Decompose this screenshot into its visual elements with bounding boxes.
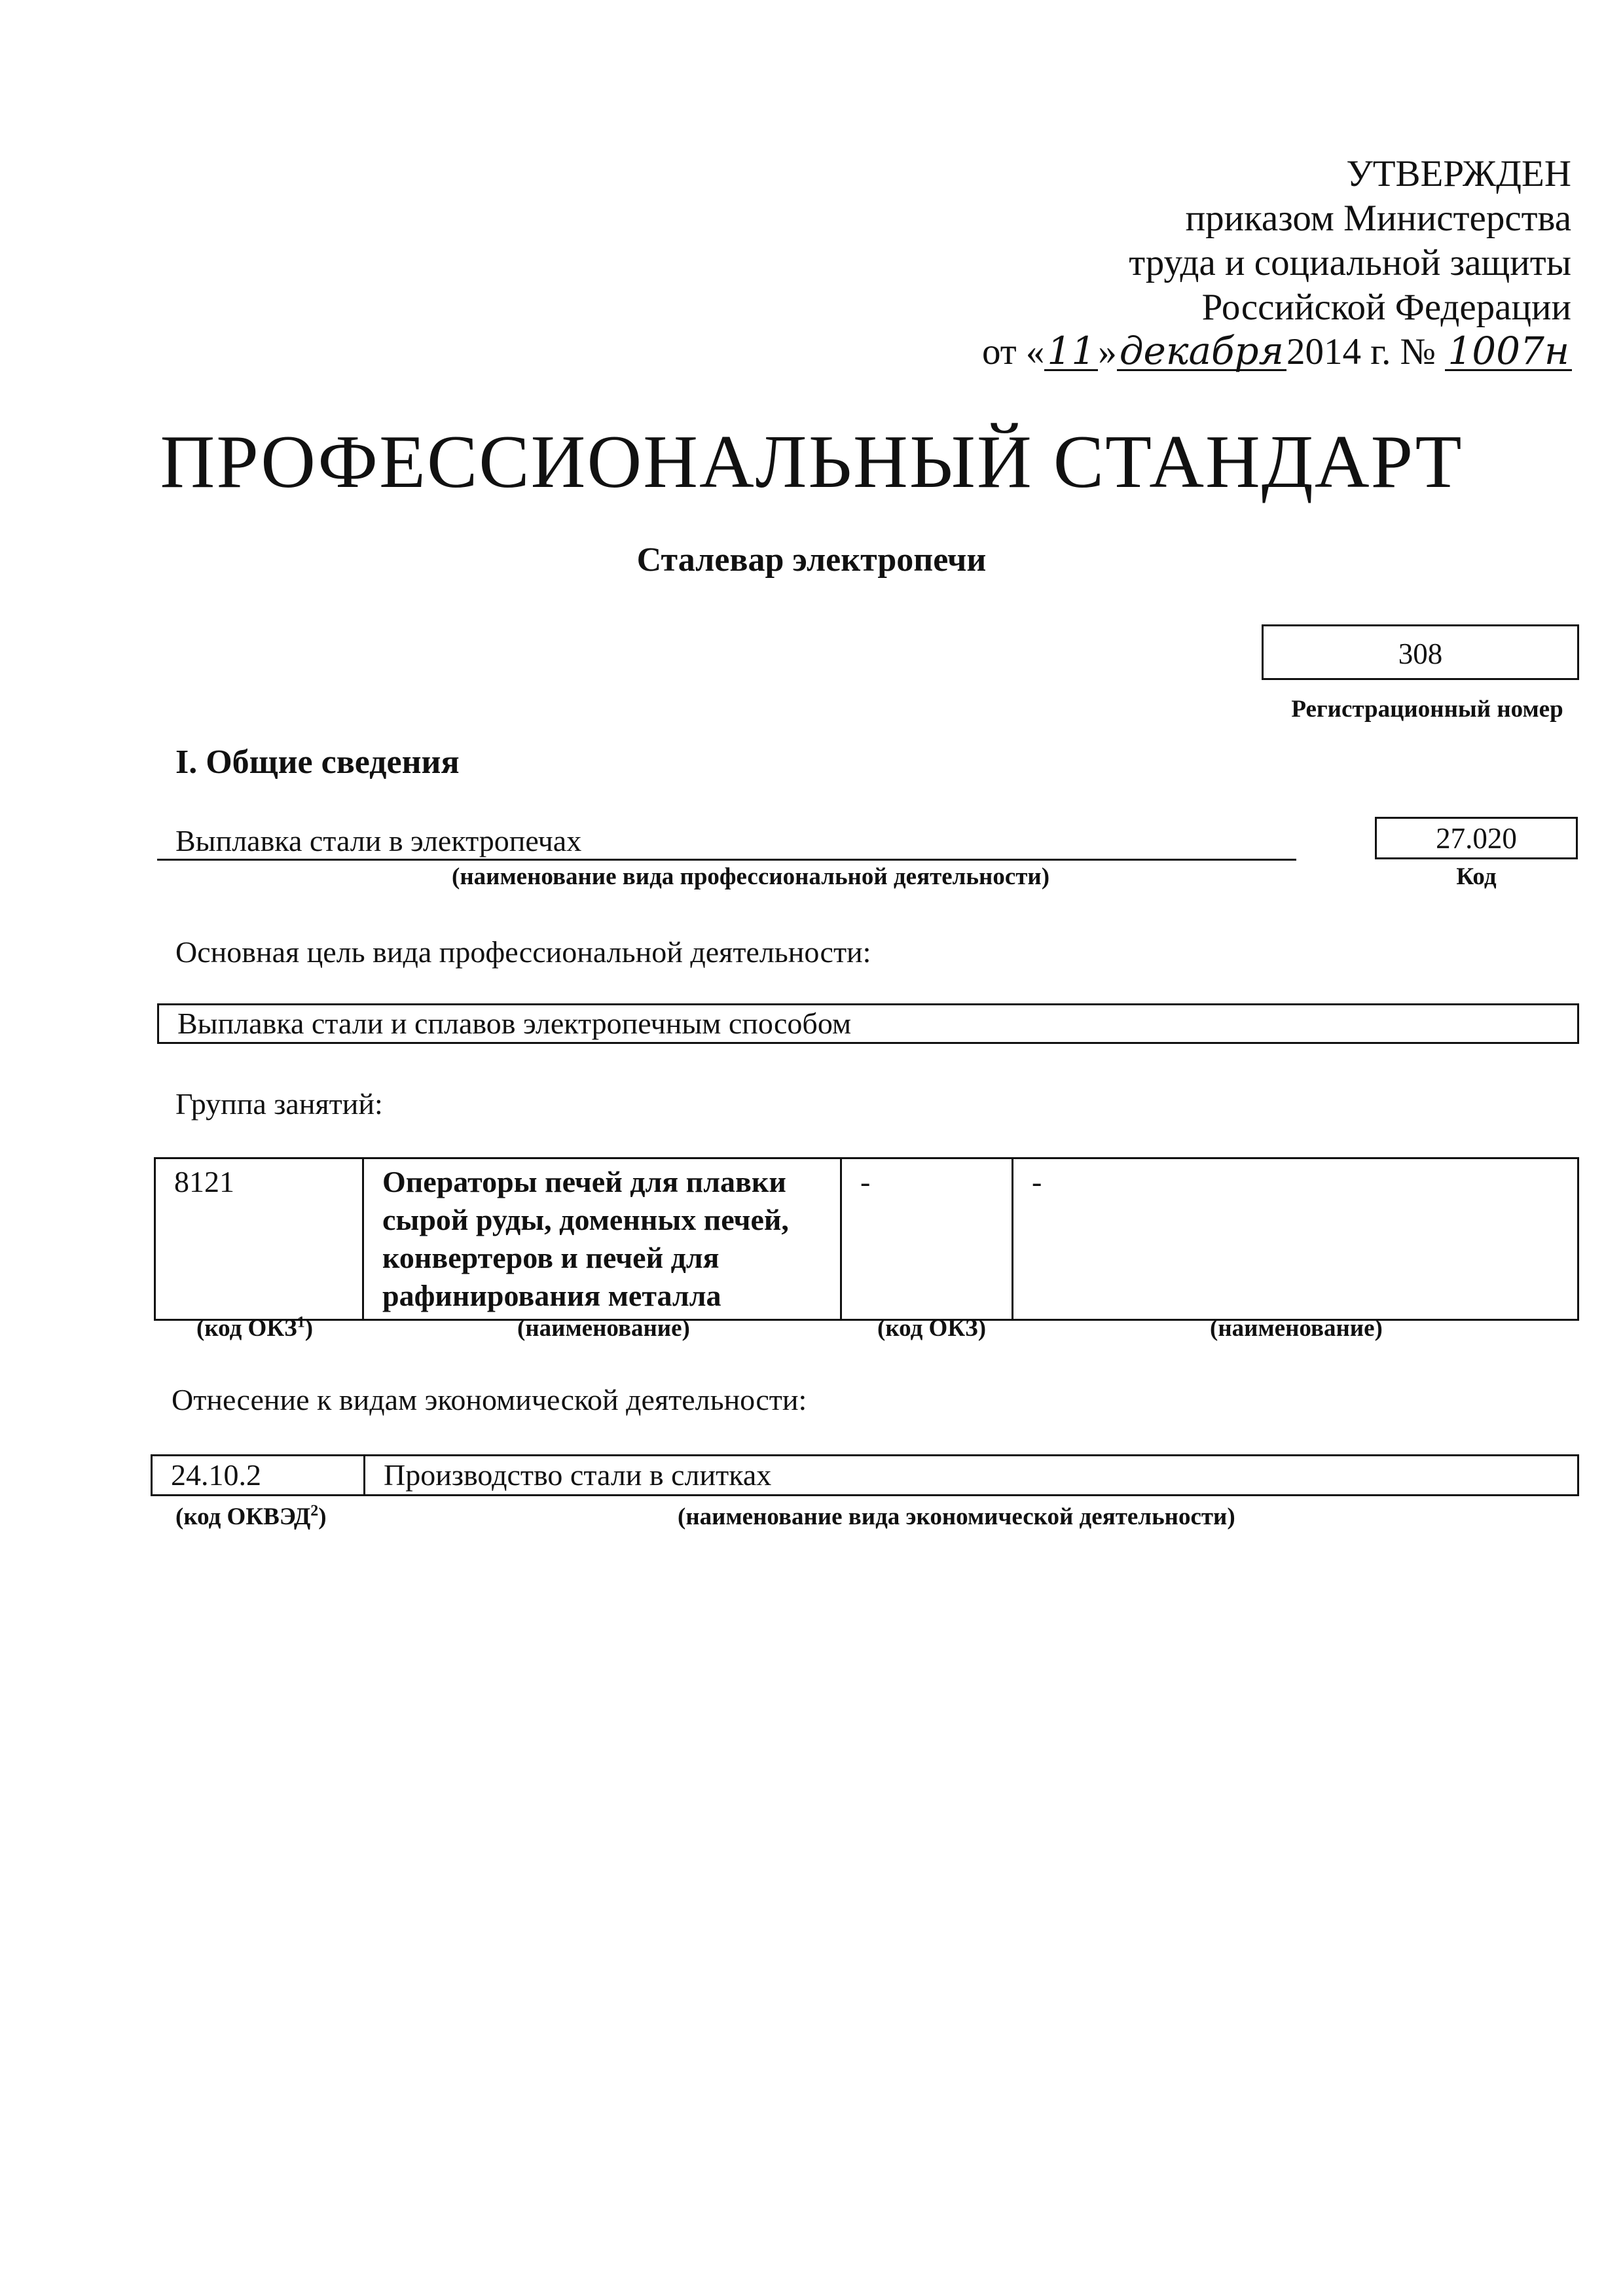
table-row [155,1158,1578,1320]
handwritten-order-number: 1007н [1445,332,1572,371]
caption-okved-name: (наименование вида экономической деятельности) [678,1503,1235,1530]
goal-label: Основная цель вида профессиональной деятельности: [175,935,871,969]
economic-activity-label: Отнесение к видам экономической деятельности: [172,1383,807,1416]
activity-name: Выплавка стали в электропечах [175,824,582,857]
caption-okved-code-text: (код ОКВЭД [175,1503,311,1530]
caption-okz-code-text: (код ОКЗ [196,1315,297,1342]
okved-name-cell: Производство стали в слитках [365,1456,1578,1496]
date-mid: » [1098,331,1117,372]
activity-caption: (наименование вида профессиональной деятельности) [452,863,1050,890]
approval-line-1: УТВЕРЖДЕН [1346,153,1571,194]
occupation-group-label: Группа занятий: [175,1087,383,1121]
footnote-1-marker: 1 [297,1314,305,1331]
approval-line-2: приказом Министерства [1185,198,1571,239]
registration-number-box: 308 [1262,624,1579,680]
okz-code-cell-2: - [841,1158,1013,1320]
caption-okz-code [196,1314,313,1342]
document-subtitle: Сталевар электропечи [636,541,987,579]
document-title: ПРОФЕССИОНАЛЬНЫЙ СТАНДАРТ [160,420,1463,504]
date-prefix: от « [982,331,1045,372]
date-year: 2014 г. № [1286,331,1436,372]
approval-line-3: труда и социальной защиты [1129,242,1571,283]
activity-code-caption: Код [1456,863,1497,890]
caption-okz-name-2: (наименование) [1210,1315,1383,1342]
caption-okz-code-2: (код ОКЗ) [877,1315,987,1342]
caption-okved-code [175,1503,327,1531]
goal-box: Выплавка стали и сплавов электропечным способом [157,1003,1579,1044]
handwritten-day: 11 [1044,332,1098,371]
approval-block [982,152,1571,374]
caption-okz-code-end: ) [304,1315,314,1342]
caption-okz-name: (наименование) [517,1315,690,1342]
caption-okved-code-end: ) [318,1503,327,1530]
registration-number-label: Регистрационный номер [1291,696,1563,723]
handwritten-month: декабря [1117,332,1286,371]
okz-name-cell: Операторы печей для плавки сырой руды, доменных печей, конвертеров и печей для рафинирования металла [363,1158,841,1320]
okved-code-cell: 24.10.2 [152,1456,365,1496]
economic-activity-table [151,1454,1579,1496]
okz-name-cell-2: - [1013,1158,1578,1320]
table-row [152,1456,1578,1496]
section-title: I. Общие сведения [175,744,460,781]
okz-code-cell: 8121 [155,1158,363,1320]
approval-date-line [982,330,1571,374]
footnote-2-marker: 2 [310,1502,319,1520]
approval-line-4: Российской Федерации [1201,287,1571,328]
activity-code-box: 27.020 [1375,817,1578,859]
occupation-group-table [154,1157,1579,1321]
